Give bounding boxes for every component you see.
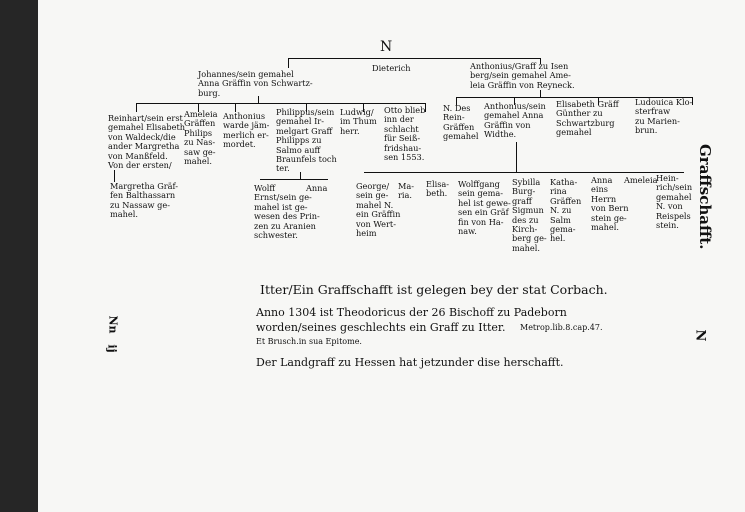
anthonius-isenberg-entry: Anthonius/Graff zu Isen berg/sein gemahel Ame- leia Gräffin von Reyneck. — [470, 61, 575, 90]
katharina-entry: Katha- rina Gräffen N. zu Salm gema- hel. — [550, 177, 582, 244]
anna-bernstein-entry: Anna eins Herrn von Bern stein ge- mahel. — [591, 175, 629, 233]
ameleia-entry: Ameleia Gräffen Philips zu Nas- saw ge- mahel. — [184, 109, 218, 167]
right-margin-mark: N — [692, 329, 708, 342]
tree-line-left — [136, 103, 426, 104]
philippus-entry: Philippus/sein gemahel Ir- melgart Graff Philipps zu Salmo auff Braunfels toch ter. — [276, 107, 337, 174]
ludwig-entry: Ludwig/ im Thum herr. — [340, 107, 377, 136]
sybilla-entry: Sybilla Burg- graff Sigmun des zu Kirch- berg ge- mahel. — [512, 177, 547, 253]
itter-heading: Itter/Ein Graffschafft ist gelegen bey der stat Corbach. — [260, 282, 608, 297]
elisabeth-entry: Elisabeth Gräff Günther zu Schwartzburg gemahel — [556, 99, 619, 138]
otto-entry: Otto blieb inn der schlacht für Seiß- fridshau- sen 1553. — [384, 105, 426, 163]
tree-line — [258, 96, 259, 104]
tree-line — [364, 172, 684, 173]
citation-metrop: Metrop.lib.8.cap.47. — [520, 323, 603, 332]
anthonius-widthe-entry: Anthonius/sein gemahel Anna Gräffin von Widthe. — [484, 101, 546, 140]
body-line-2: worden/seines geschlechts ein Graff zu Itter. — [256, 321, 506, 334]
wolffgang-entry: Wolffgang sein gema- hel ist gewe- sen ein Gräf fin von Ha- naw. — [458, 179, 511, 237]
tree-line-top — [288, 58, 541, 59]
left-margin-mark-2: ij — [105, 344, 119, 353]
anna-left-entry: Anna — [306, 183, 328, 193]
heinrich-entry: Hein- rich/sein gemahel N. von Reispels stein. — [656, 173, 693, 231]
scanned-page — [38, 0, 745, 512]
left-margin-mark: Nn — [106, 315, 120, 334]
wolff-ernst-entry: Wolff Ernst/sein ge- mahel ist ge- wesen des Prin- zen zu Aranien schwester. — [254, 183, 320, 241]
tree-line — [300, 172, 301, 180]
ludouica-entry: Ludouica Klo- sterfraw zu Marien- brun. — [635, 97, 693, 136]
root-n: N — [380, 39, 393, 55]
body-line-1: Anno 1304 ist Theodoricus der 26 Bischoff zu Padeborn — [256, 306, 567, 319]
reinhart-entry: Reinhart/sein erst gemahel Elisabeth von Waldeck/die ander Margretha von Manßfeld. Von der ersten/ — [108, 113, 186, 171]
n-des-rein-entry: N. Des Rein- Gräffen gemahel — [443, 103, 479, 142]
anthonius-ermordet-entry: Anthonius warde jäm- merlich er- mordet. — [223, 111, 270, 150]
dieterich-label: Dieterich — [372, 63, 411, 73]
george-entry: George/ sein ge- mahel N. ein Gräffin von Wert- heim — [356, 181, 401, 239]
tree-line — [136, 103, 137, 112]
margretha-entry: Margretha Gräf- fen Balthassarn zu Nassaw ge- mahel. — [110, 181, 179, 220]
tree-line — [540, 90, 541, 98]
book-gutter-edge — [0, 0, 38, 512]
tree-line — [260, 179, 328, 180]
johannes-entry: Johannes/sein gemahel Anna Gräffin von Schwartz- burg. — [198, 69, 313, 98]
elisabeth-child-entry: Elisa- beth. — [426, 179, 450, 199]
maria-entry: Ma- ria. — [398, 181, 415, 201]
citation-brusch: Et Brusch.in sua Epitome. — [256, 337, 362, 346]
tree-line — [288, 58, 289, 68]
tree-line — [516, 142, 517, 173]
ameleia-child-entry: Ameleia — [624, 175, 658, 185]
body-line-4: Der Landgraff zu Hessen hat jetzunder dise herschafft. — [256, 356, 564, 369]
margin-vertical-title: Graffschafft. — [696, 144, 714, 250]
